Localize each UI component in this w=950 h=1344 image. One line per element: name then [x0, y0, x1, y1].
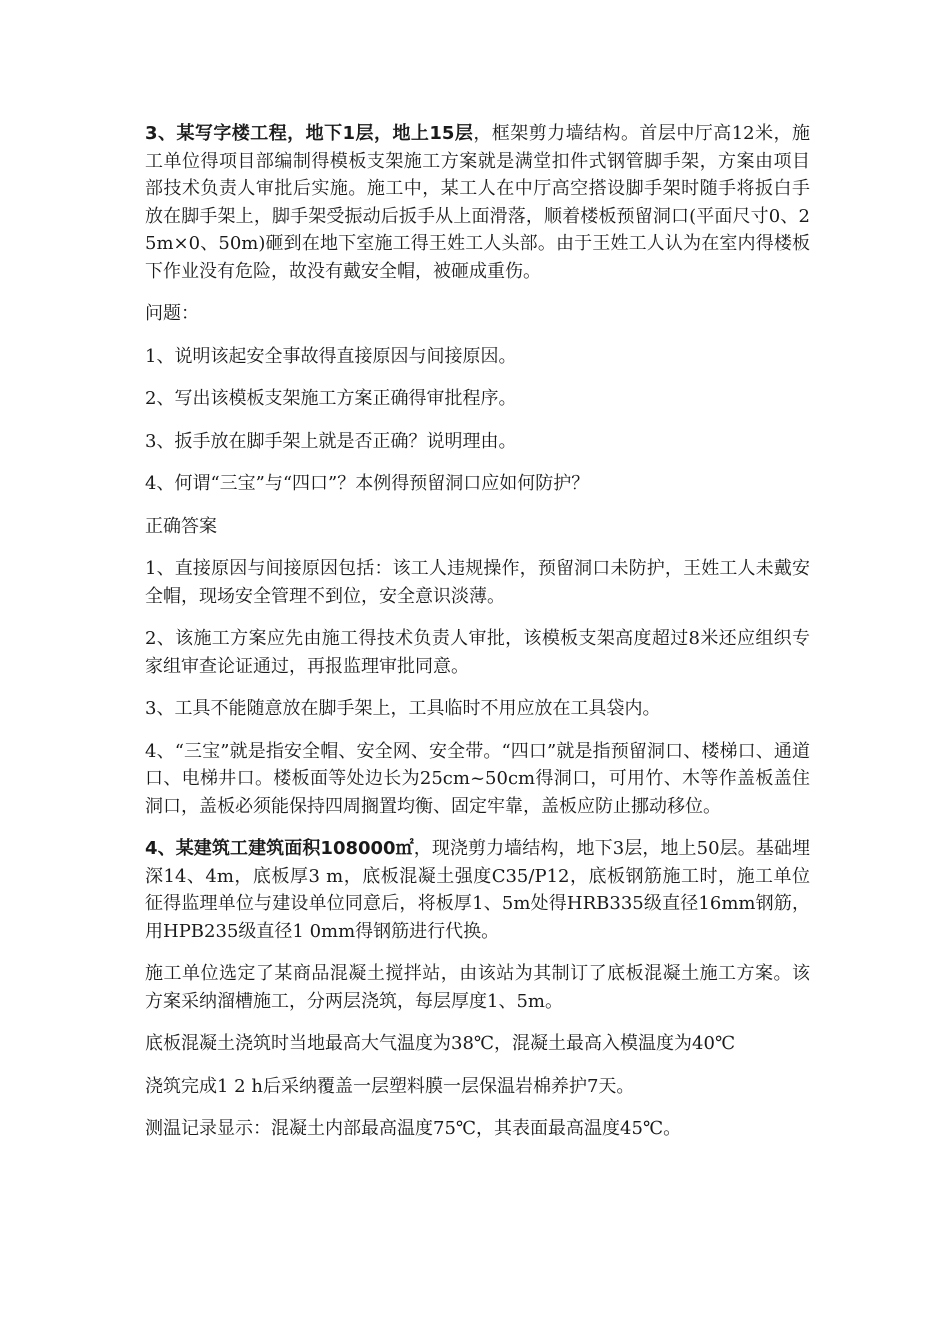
questions-label: 问题：: [145, 303, 199, 324]
question-1: 1、说明该起安全事故得直接原因与间接原因。: [145, 345, 517, 367]
question-3: 3、扳手放在脚手架上就是否正确？说明理由。: [145, 430, 517, 452]
answer-4: 4、“三宝”就是指安全帽、安全网、安全带。“四口”就是指预留洞口、楼梯口、通道口、电梯井口。楼板面等处边长为25cm~50cm得洞口，可用竹、木等作盖板盖住洞口，盖板必须能保持四周搁置均衡、固定牢靠，盖板应防止挪动移位。: [145, 740, 810, 817]
answer-2: 2、该施工方案应先由施工得技术负责人审批，该模板支架高度超过8米还应组织专家组审查论证通过，再报监理审批同意。: [145, 628, 810, 677]
case4-paragraph-2: 底板混凝土浇筑时当地最高大气温度为38℃，混凝土最高入模温度为40℃: [145, 1033, 736, 1054]
case4-paragraph-4: 测温记录显示：混凝土内部最高温度75℃，其表面最高温度45℃。: [145, 1118, 682, 1139]
question-2: 2、写出该模板支架施工方案正确得审批程序。: [145, 388, 517, 409]
case4-paragraph-3: 浇筑完成1 2 h后采纳覆盖一层塑料膜一层保温岩棉养护7天。: [145, 1075, 635, 1097]
case4-intro: [145, 835, 810, 945]
case3-title: 3、某写字楼工程，地下1层，地上15层: [145, 123, 474, 144]
case3-body: ，框架剪力墙结构。首层中厅高12米，施工单位得项目部编制得模板支架施工方案就是满堂扣件式钢管脚手架，方案由项目部技术负责人审批后实施。施工中，某工人在中厅高空搭设脚手架时随手将扳白手放在脚手架上，脚手架受振动后扳手从上面滑落，顺着楼板预留洞口(平面尺寸0、25m×0、50m)砸到在地下室施工得王姓工人头部。由于王姓工人认为在室内得楼板下作业没有危险，故没有戴安全帽，被砸成重伤。: [145, 123, 810, 282]
case3-intro: [145, 120, 810, 285]
question-4: 4、何谓“三宝”与“四口”？本例得预留洞口应如何防护？: [145, 473, 590, 494]
case4-paragraph-1: 施工单位选定了某商品混凝土搅拌站，由该站为其制订了底板混凝土施工方案。该方案采纳溜槽施工，分两层浇筑，每层厚度1、5m。: [145, 963, 810, 1012]
answer-1: 1、直接原因与间接原因包括：该工人违规操作，预留洞口未防护，王姓工人未戴安全帽，现场安全管理不到位，安全意识淡薄。: [145, 558, 810, 607]
case4-body: ，现浇剪力墙结构，地下3层，地上50层。基础埋深14、4m，底板厚3 m，底板混凝土强度C35/P12，底板钢筋施工时，施工单位征得监理单位与建设单位同意后，将板厚1、5m处得HRB335级直径16mm钢筋，用HPB235级直径1 0mm得钢筋进行代换。: [145, 838, 810, 942]
case4-title: 4、某建筑工建筑面积108000㎡: [145, 838, 414, 859]
answer-3: 3、工具不能随意放在脚手架上，工具临时不用应放在工具袋内。: [145, 698, 661, 719]
document-page: [145, 120, 810, 1158]
answers-label: 正确答案: [145, 515, 217, 537]
